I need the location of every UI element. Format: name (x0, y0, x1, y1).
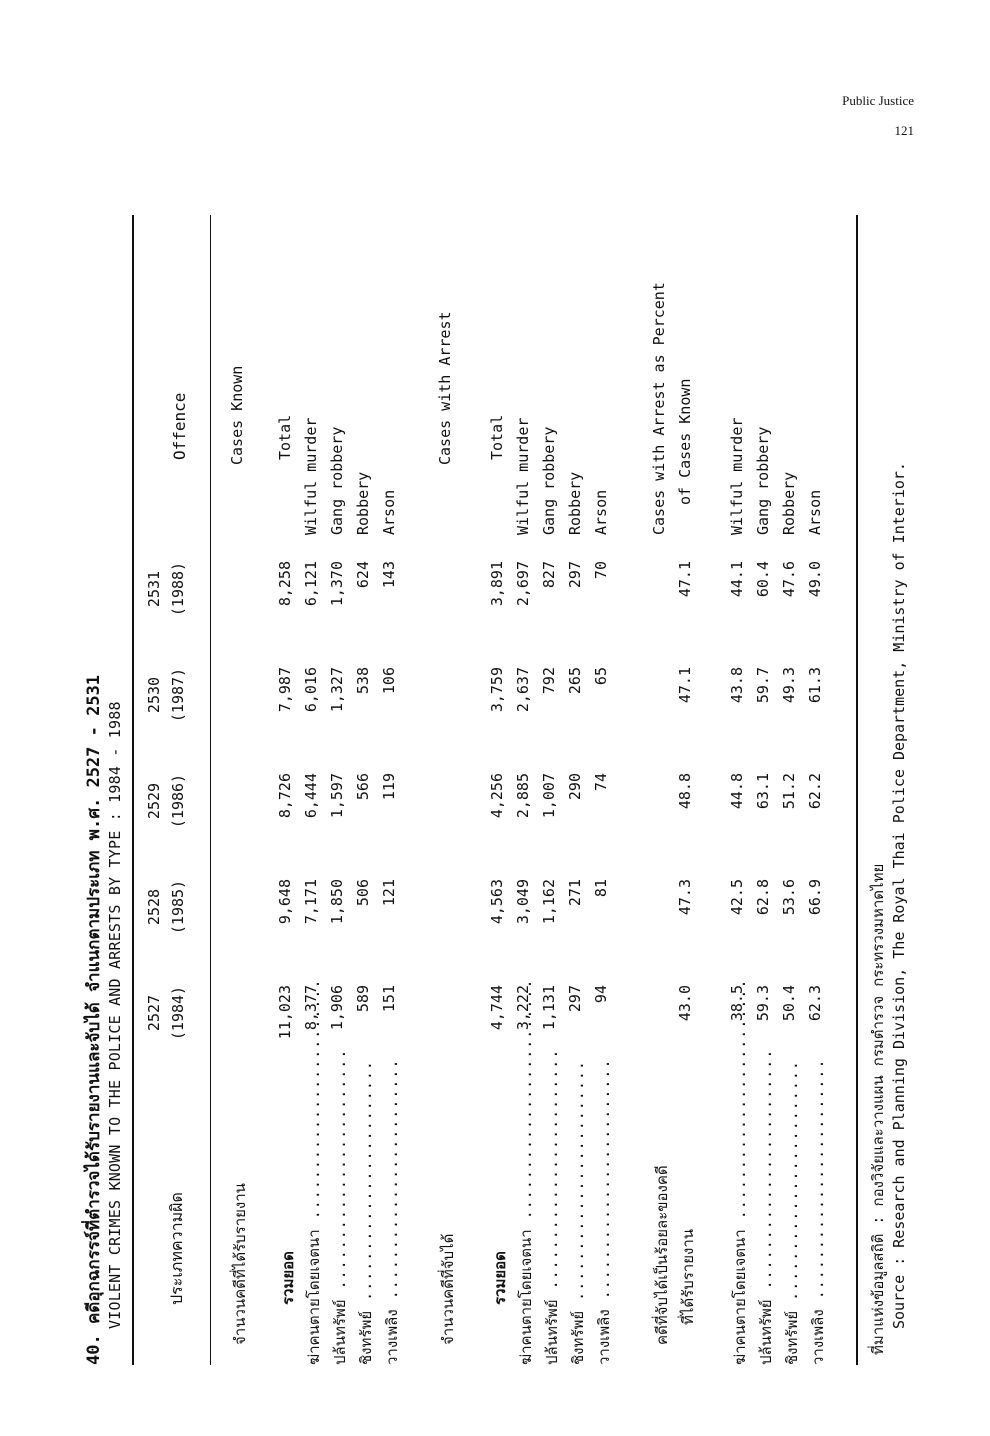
cell-value: 792 (540, 667, 558, 695)
cell-value: 49.0 (806, 561, 824, 598)
column-header-offence-english: Offence (170, 392, 189, 460)
section-heading-thai: จำนวนคดีที่ได้รับรายงาน (231, 1183, 249, 1345)
page-number: 121 (894, 123, 914, 138)
cell-value: 66.9 (806, 879, 824, 916)
cell-value: 4,563 (488, 879, 506, 925)
section-heading-thai: คดีที่จับได้เป็นร้อยละของคดี (653, 1165, 671, 1345)
row-label-thai: ชิงทรัพย์ ..... (354, 1060, 378, 1365)
cell-value: 1,850 (328, 879, 346, 925)
cell-value: 7,987 (276, 667, 294, 713)
row-label-english: Arson (592, 489, 610, 535)
cell-value: 51.2 (780, 773, 798, 810)
year-be: 2529 (145, 782, 163, 820)
cell-value: 3,891 (488, 561, 506, 607)
section-title: Public Justice (842, 93, 914, 108)
cell-value: 1,327 (328, 667, 346, 713)
row-label-english: Gang robbery (328, 426, 346, 535)
cell-value: 8,726 (276, 773, 294, 819)
cell-value: 62.8 (754, 879, 772, 916)
table-row-total (276, 215, 302, 1365)
year-be: 2530 (145, 676, 163, 714)
cell-value: 59.7 (754, 667, 772, 704)
table-row (380, 215, 406, 1365)
cell-value: 53.6 (780, 879, 798, 916)
table-row (754, 215, 780, 1365)
row-label-thai: วางเพลิง ..... (806, 1059, 830, 1365)
cell-value: 121 (380, 879, 398, 907)
cell-value: 62.3 (806, 985, 824, 1022)
table-row (780, 215, 806, 1365)
column-header-offence-thai: ประเภทความผิด (167, 1192, 186, 1305)
cell-value: 44.8 (728, 773, 746, 810)
cell-value: 290 (566, 773, 584, 801)
cell-value: 47.3 (676, 879, 694, 916)
section-heading-english: Cases Known (228, 365, 246, 465)
cell-value: 61.3 (806, 667, 824, 704)
cell-value: 74 (592, 773, 610, 792)
cell-value: 9,648 (276, 879, 294, 925)
cell-value: 119 (380, 773, 398, 801)
row-label-english: Arson (380, 489, 398, 535)
cell-value: 271 (566, 879, 584, 907)
cell-value: 4,744 (488, 985, 506, 1031)
row-label-thai: รวมยอด (279, 1251, 297, 1305)
cell-value: 624 (354, 561, 372, 589)
top-rule (132, 215, 134, 1365)
cell-value: 43.8 (728, 667, 746, 704)
source-note-english: Source : Research and Planning Division, The Royal Thai Police Department, Ministry of Interior. (890, 462, 908, 1329)
year-ad: (1985) (169, 879, 187, 935)
bottom-rule (856, 215, 858, 1365)
row-label-english: Wilful murder (728, 417, 746, 535)
cell-value: 1,131 (540, 985, 558, 1031)
row-label-thai: ชิงทรัพย์ ..... (566, 1060, 590, 1365)
column-header-year (142, 753, 190, 849)
row-label-thai: ฆ่าคนตายโดยเจตนา ..... (514, 979, 538, 1366)
year-ad: (1984) (169, 985, 187, 1041)
cell-value: 48.8 (676, 773, 694, 810)
cell-value: 94 (592, 985, 610, 1004)
cell-value: 81 (592, 879, 610, 898)
section-heading-row (676, 215, 702, 1365)
cell-value: 1,162 (540, 879, 558, 925)
table-row (514, 215, 540, 1365)
section-heading-english: of Cases Known (676, 378, 694, 505)
cell-value: 566 (354, 773, 372, 801)
year-be: 2527 (145, 994, 163, 1032)
section-heading-english: Cases with Arrest (436, 311, 454, 465)
section-heading-row (228, 215, 254, 1365)
cell-value: 106 (380, 667, 398, 695)
cell-value: 47.1 (676, 561, 694, 598)
cell-value: 63.1 (754, 773, 772, 810)
row-label-thai: ปล้นทรัพย์ ..... (540, 1049, 564, 1365)
row-label-english: Robbery (566, 471, 584, 535)
row-label-english: Gang robbery (540, 426, 558, 535)
cell-value: 47.6 (780, 561, 798, 598)
cell-value: 3,222 (514, 985, 532, 1031)
cell-value: 7,171 (302, 879, 320, 925)
year-ad: (1986) (169, 773, 187, 829)
section-heading-row (650, 215, 676, 1365)
cell-value: 6,016 (302, 667, 320, 713)
cell-value: 44.1 (728, 561, 746, 598)
table-title-thai: 40. คดีอุกฉกรรจ์ที่ตำรวจได้รับรายงานและจับได้ จำแนกตามประเภท พ.ศ. 2527 - 2531 (84, 674, 104, 1365)
row-label-thai: ปล้นทรัพย์ ..... (328, 1049, 352, 1365)
table-row (540, 215, 566, 1365)
table-row (592, 215, 618, 1365)
column-header-year (142, 541, 190, 637)
column-header-year (142, 859, 190, 955)
cell-value: 589 (354, 985, 372, 1013)
section-heading-english: Cases with Arrest as Percent (650, 282, 668, 535)
cell-value: 8,377 (302, 985, 320, 1031)
cell-value: 70 (592, 561, 610, 580)
cell-value: 538 (354, 667, 372, 695)
table-title-english: VIOLENT CRIMES KNOWN TO THE POLICE AND ARRESTS BY TYPE : 1984 - 1988 (106, 701, 124, 1329)
cell-value: 1,007 (540, 773, 558, 819)
cell-value: 38.5 (728, 985, 746, 1022)
cell-value: 1,597 (328, 773, 346, 819)
column-header-year (142, 965, 190, 1061)
year-ad: (1987) (169, 667, 187, 723)
header-rule (210, 215, 211, 1365)
source-note-thai: ที่มาแห่งข้อมูลสถิติ : กองวิจัยและวางแผน กรมตำรวจ กระทรวงมหาดไทย (869, 863, 887, 1355)
year-be: 2531 (145, 570, 163, 608)
cell-value: 151 (380, 985, 398, 1013)
table-row (354, 215, 380, 1365)
row-label-thai: ชิงทรัพย์ ..... (780, 1060, 804, 1365)
section-heading-row (436, 215, 462, 1365)
table-row (328, 215, 354, 1365)
cell-value: 2,637 (514, 667, 532, 713)
row-label-english: Total (488, 414, 506, 460)
row-label-thai: วางเพลิง ..... (380, 1059, 404, 1365)
cell-value: 2,885 (514, 773, 532, 819)
cell-value: 2,697 (514, 561, 532, 607)
cell-value: 1,370 (328, 561, 346, 607)
cell-value: 65 (592, 667, 610, 686)
rotated-table (80, 215, 920, 1365)
cell-value: 62.2 (806, 773, 824, 810)
cell-value: 59.3 (754, 985, 772, 1022)
table-row (728, 215, 754, 1365)
cell-value: 43.0 (676, 985, 694, 1022)
page-header (842, 86, 914, 146)
cell-value: 4,256 (488, 773, 506, 819)
cell-value: 297 (566, 985, 584, 1013)
cell-value: 827 (540, 561, 558, 589)
table-row-total (488, 215, 514, 1365)
row-label-thai: ฆ่าคนตายโดยเจตนา ..... (302, 979, 326, 1366)
cell-value: 47.1 (676, 667, 694, 704)
cell-value: 1,906 (328, 985, 346, 1031)
row-label-english: Robbery (780, 471, 798, 535)
row-label-english: Wilful murder (514, 417, 532, 535)
table-row (806, 215, 832, 1365)
row-label-english: Total (276, 414, 294, 460)
cell-value: 8,258 (276, 561, 294, 607)
row-label-english: Arson (806, 489, 824, 535)
year-be: 2528 (145, 888, 163, 926)
cell-value: 506 (354, 879, 372, 907)
cell-value: 3,759 (488, 667, 506, 713)
row-label-thai: รวมยอด (491, 1251, 509, 1305)
row-label-thai: ปล้นทรัพย์ ..... (754, 1049, 778, 1365)
column-header-year (142, 647, 190, 743)
cell-value: 42.5 (728, 879, 746, 916)
cell-value: 11,023 (276, 985, 294, 1040)
row-label-thai: ฆ่าคนตายโดยเจตนา ..... (728, 979, 752, 1366)
section-heading-thai: จำนวนคดีที่จับได้ (439, 1233, 457, 1345)
cell-value: 49.3 (780, 667, 798, 704)
cell-value: 50.4 (780, 985, 798, 1022)
cell-value: 3,049 (514, 879, 532, 925)
cell-value: 143 (380, 561, 398, 589)
cell-value: 6,444 (302, 773, 320, 819)
section-heading-thai: ที่ได้รับรายงาน (679, 1228, 697, 1325)
cell-value: 6,121 (302, 561, 320, 607)
row-label-english: Gang robbery (754, 426, 772, 535)
cell-value: 297 (566, 561, 584, 589)
cell-value: 60.4 (754, 561, 772, 598)
table-row (566, 215, 592, 1365)
row-label-thai: วางเพลิง ..... (592, 1059, 616, 1365)
table-row (302, 215, 328, 1365)
row-label-english: Wilful murder (302, 417, 320, 535)
row-label-english: Robbery (354, 471, 372, 535)
cell-value: 265 (566, 667, 584, 695)
year-ad: (1988) (169, 561, 187, 617)
